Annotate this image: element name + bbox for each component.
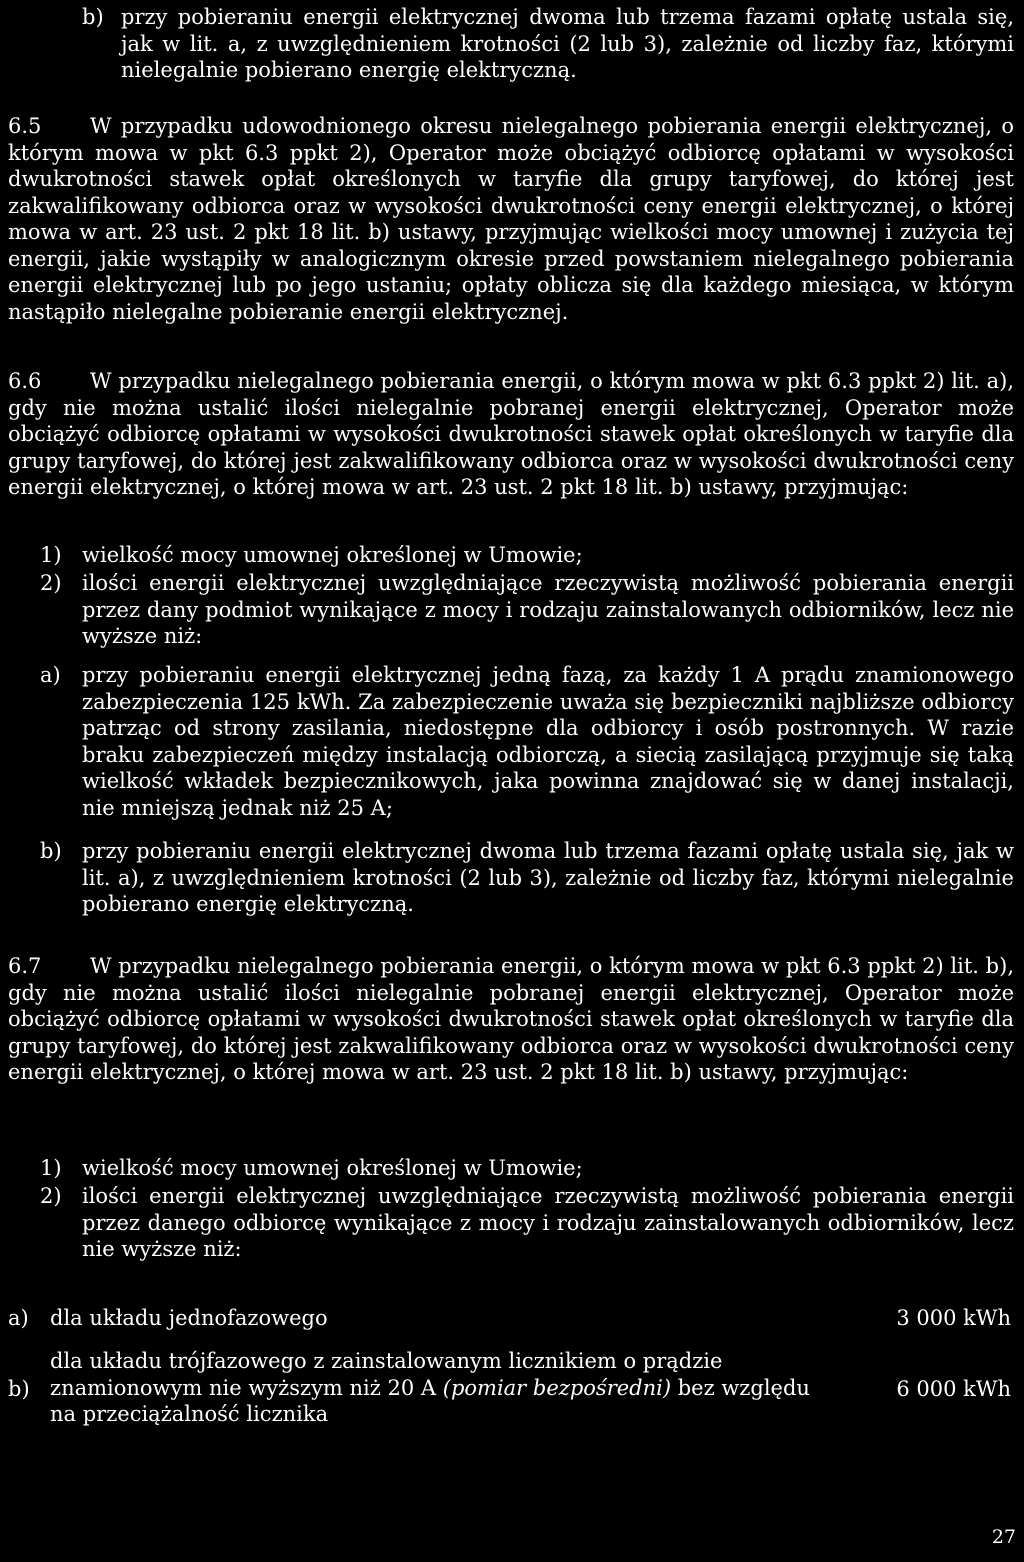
section-text: W przypadku nielegalnego pobierania energii, o którym mowa w pkt 6.3 ppkt 2) lit. b), gdy nie można ustalić ilości nielegalnie pobranej energii elektrycznej, Operator może obciążyć odbiorcę opłatami w wysokości dwukrotności stawek opłat określonych w taryfie dla grupy taryfowej, do której jest zakwalifikowany odbiorca oraz w wysokości dwukrotności ceny energii elektrycznej, o której mowa w art. 23 ust. 2 pkt 18 lit. b) ustawy, przyjmując: (8, 954, 1014, 1084)
section-6-7-item-1 (40, 1155, 1014, 1182)
row-description-emphasis: (pomiar bezpośredni) (442, 1375, 672, 1400)
row-value: 3 000 kWh (896, 1306, 1011, 1330)
section-text: W przypadku nielegalnego pobierania energii, o którym mowa w pkt 6.3 ppkt 2) lit. a), gdy nie można ustalić ilości nielegalnie pobranej energii elektrycznej, Operator może obciążyć odbiorcę opłatami w wysokości dwukrotności stawek opłat określonych w taryfie dla grupy taryfowej, do której jest zakwalifikowany odbiorca oraz w wysokości dwukrotności ceny energii elektrycznej, o której mowa w art. 23 ust. 2 pkt 18 lit. b) ustawy, przyjmując: (8, 369, 1014, 499)
row-description-text-end: bez względu (671, 1375, 810, 1400)
section-6-6-item-2 (40, 570, 1014, 650)
list-item-text: przy pobieraniu energii elektrycznej dwoma lub trzema fazami opłatę ustala się, jak w lit. a), z uwzględnieniem krotności (2 lub 3), zależnie od liczby faz, którymi nielegalnie pobierano energię elektryczną. (82, 839, 1014, 916)
list-marker: 2) (40, 1184, 62, 1208)
row-marker: b) (8, 1377, 30, 1401)
section-number: 6.5 (8, 114, 42, 138)
row-description-line-3: na przeciążalność licznika (50, 1402, 329, 1426)
section-6-6-item-1 (40, 542, 1014, 569)
section-number: 6.6 (8, 369, 42, 393)
row-marker: a) (8, 1306, 29, 1330)
section-text: W przypadku udowodnionego okresu nielegalnego pobierania energii elektrycznej, o którym mowa w pkt 6.3 ppkt 2), Operator może obciążyć odbiorcę opłatami w wysokości dwukrotności stawek opłat określonych w taryfie dla grupy taryfowej, do której jest zakwalifikowany odbiorca oraz w wysokości dwukrotności ceny energii elektrycznej, o której mowa w art. 23 ust. 2 pkt 18 lit. b) ustawy, przyjmując wielkości mocy umownej i zużycia tej energii, jakie wystąpiły w analogicznym okresie przed powstaniem nielegalnego pobierania energii elektrycznej lub po jego ustaniu; opłaty oblicza się dla każdego miesiąca, w którym nastąpiło nielegalne pobieranie energii elektrycznej. (8, 114, 1014, 324)
section-number: 6.7 (8, 954, 42, 978)
section-6-7-item-2 (40, 1183, 1014, 1263)
section-6-6-sub-a (40, 662, 1014, 821)
row-value: 6 000 kWh (896, 1377, 1011, 1401)
list-marker: 1) (40, 543, 62, 567)
top-item-b (82, 4, 1014, 84)
row-description-line-1: dla układu trójfazowego z zainstalowanym licznikiem o prądzie (50, 1349, 723, 1373)
list-item-text: wielkość mocy umownej określonej w Umowie; (82, 543, 583, 567)
list-marker: 2) (40, 571, 62, 595)
section-6-7 (8, 953, 1014, 1086)
list-marker: a) (40, 663, 61, 687)
page-number: 27 (991, 1526, 1016, 1548)
list-marker: b) (82, 5, 104, 29)
list-item-text: ilości energii elektrycznej uwzględniające rzeczywistą możliwość pobierania energii przez dany podmiot wynikające z mocy i rodzaju zainstalowanych odbiorników, lecz nie wyższe niż: (82, 571, 1014, 648)
list-marker: b) (40, 839, 62, 863)
list-item-text: ilości energii elektrycznej uwzględniające rzeczywistą możliwość pobierania energii przez danego odbiorcę wynikające z mocy i rodzaju zainstalowanych odbiorników, lecz nie wyższe niż: (82, 1184, 1014, 1261)
row-description: dla układu jednofazowego (50, 1306, 328, 1330)
row-description-line-2 (50, 1375, 830, 1402)
section-6-6-sub-b (40, 838, 1014, 918)
section-6-6 (8, 368, 1014, 501)
list-item-text: przy pobieraniu energii elektrycznej dwoma lub trzema fazami opłatę ustala się, jak w lit. a, z uwzględnieniem krotności (2 lub 3), zależnie od liczby faz, którymi nielegalnie pobierano energię elektryczną. (121, 5, 1014, 82)
row-description-text: znamionowym nie wyższym niż 20 A (50, 1375, 443, 1400)
section-6-5 (8, 113, 1014, 325)
list-item-text: przy pobieraniu energii elektrycznej jedną fazą, za każdy 1 A prądu znamionowego zabezpieczenia 125 kWh. Za zabezpieczenie uważa się bezpieczniki najbliższe odbiorcy patrząc od strony zasilania, niedostępne dla odbiorcy i osób postronnych. W razie braku zabezpieczeń między instalacją odbiorczą, a siecią zasilającą przyjmuje się taką wielkość wkładek bezpiecznikowych, jaka powinna znajdować się w danej instalacji, nie mniejszą jednak niż 25 A; (82, 663, 1014, 820)
list-item-text: wielkość mocy umownej określonej w Umowie; (82, 1156, 583, 1180)
list-marker: 1) (40, 1156, 62, 1180)
row-description (50, 1348, 830, 1428)
